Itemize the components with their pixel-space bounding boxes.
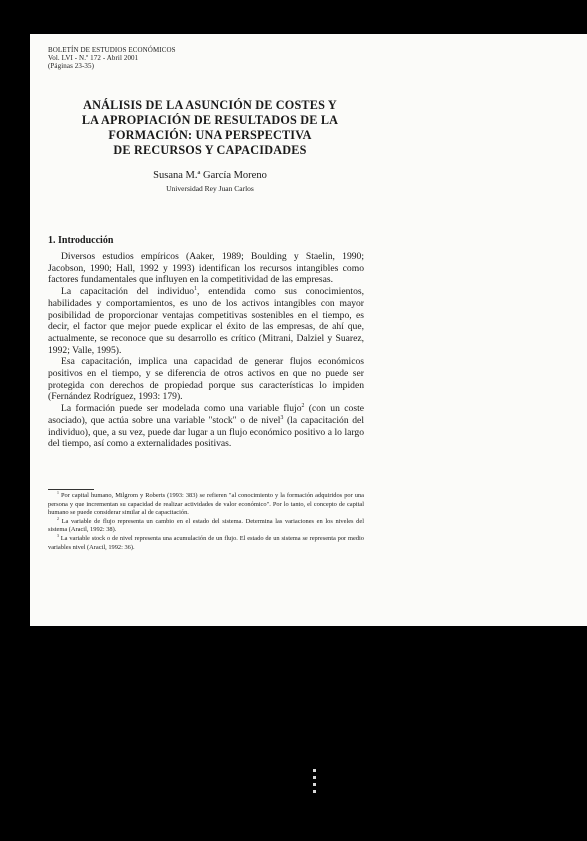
footnote-ref: 3	[280, 414, 284, 421]
footnote-ref: 2	[301, 402, 305, 409]
paragraph-text: La formación puede ser modelada como una variable flujo	[61, 403, 302, 415]
article-title	[30, 98, 390, 158]
footnote	[48, 535, 364, 552]
paragraph-text: , entendida como sus conocimientos, habilidades y comportamientos, es uno de los activos intangibles con mayor posibilidad de proporcionar ventajas competitivas sostenibles en el tiempo, es decir, el factor que mejor puede explicar el éxito de las empresas, de ahí que, actualmente, se reconoce que su desarrollo es crítico (Mitrani, Dalziel y Suarez, 1992; Valle, 1995).	[48, 286, 365, 356]
paragraph: Esa capacitación, implica una capacidad de generar flujos económicos positivos en el tiempo, y se diferencia de otros activos en que no puede ser protegida con derechos de propiedad porque sus características lo impiden (Fernández Rodríguez, 1993: 179).	[48, 356, 364, 403]
scan-marks	[313, 769, 316, 803]
footnote-divider	[48, 489, 94, 490]
title-line: DE RECURSOS Y CAPACIDADES	[113, 143, 307, 157]
title-line: LA APROPIACIÓN DE RESULTADOS DE LA	[81, 113, 339, 127]
journal-volume: Vol. LVI - N.º 172 - Abril 2001	[48, 54, 139, 62]
footnotes	[48, 492, 364, 552]
footnote-number: 1	[57, 490, 59, 495]
footnote-number: 2	[57, 516, 59, 521]
title-line: ANÁLISIS DE LA ASUNCIÓN DE COSTES Y	[83, 98, 337, 112]
journal-pages: (Páginas 23-35)	[48, 62, 95, 70]
paragraph-text: (con un coste asociado), que actúa sobre una variable "stock" o de nivel	[48, 403, 364, 426]
author-affiliation: Universidad Rey Juan Carlos	[166, 184, 254, 193]
title-line: FORMACIÓN: UNA PERSPECTIVA	[108, 128, 312, 142]
document-page	[30, 34, 587, 626]
footnote	[48, 492, 364, 518]
footnote-ref: 1	[194, 285, 197, 292]
footnote	[48, 518, 364, 535]
author-name: Susana M.ª García Moreno	[153, 170, 267, 181]
journal-header	[48, 46, 176, 70]
paragraph-text: La capacitación del individuo	[61, 286, 195, 298]
paragraph-text: (la capacitación del individuo), que, a su vez, puede dar lugar a un flujo económico positivo a lo largo del tiempo, así como a externalidades positivas.	[48, 414, 364, 450]
paragraph	[48, 403, 364, 450]
paragraph: Diversos estudios empíricos (Aaker, 1989; Boulding y Staelin, 1990; Jacobson, 1990; Hall, 1992 y 1993) identifican los recursos intangibles como factores fundamentales que influyen en la competitividad de las empresas.	[48, 251, 364, 286]
journal-name: BOLETÍN DE ESTUDIOS ECONÓMICOS	[48, 46, 176, 54]
footnote-text: La variable de flujo representa un cambio en el estado del sistema. Determina las variaciones en los niveles del sistema (Aracil, 1992: 38).	[48, 517, 364, 534]
footnote-number: 3	[57, 533, 59, 538]
footnote-text: Por capital humano, Milgrom y Roberts (1993: 383) se refieren "al conocimiento y la formación adquiridos por una persona y que incrementan su capacidad de realizar actividades de valor económico". Por lo tanto, el concepto de capital humano se puede considerar similar al de capacitación.	[48, 492, 364, 517]
section-heading: 1. Introducción	[48, 235, 114, 246]
body-text	[48, 251, 364, 450]
paragraph	[48, 286, 364, 356]
footnote-text: La variable stock o de nivel representa una acumulación de un flujo. El estado de un sistema se representa por medio variables nivel (Aracil, 1992: 36).	[48, 534, 364, 551]
